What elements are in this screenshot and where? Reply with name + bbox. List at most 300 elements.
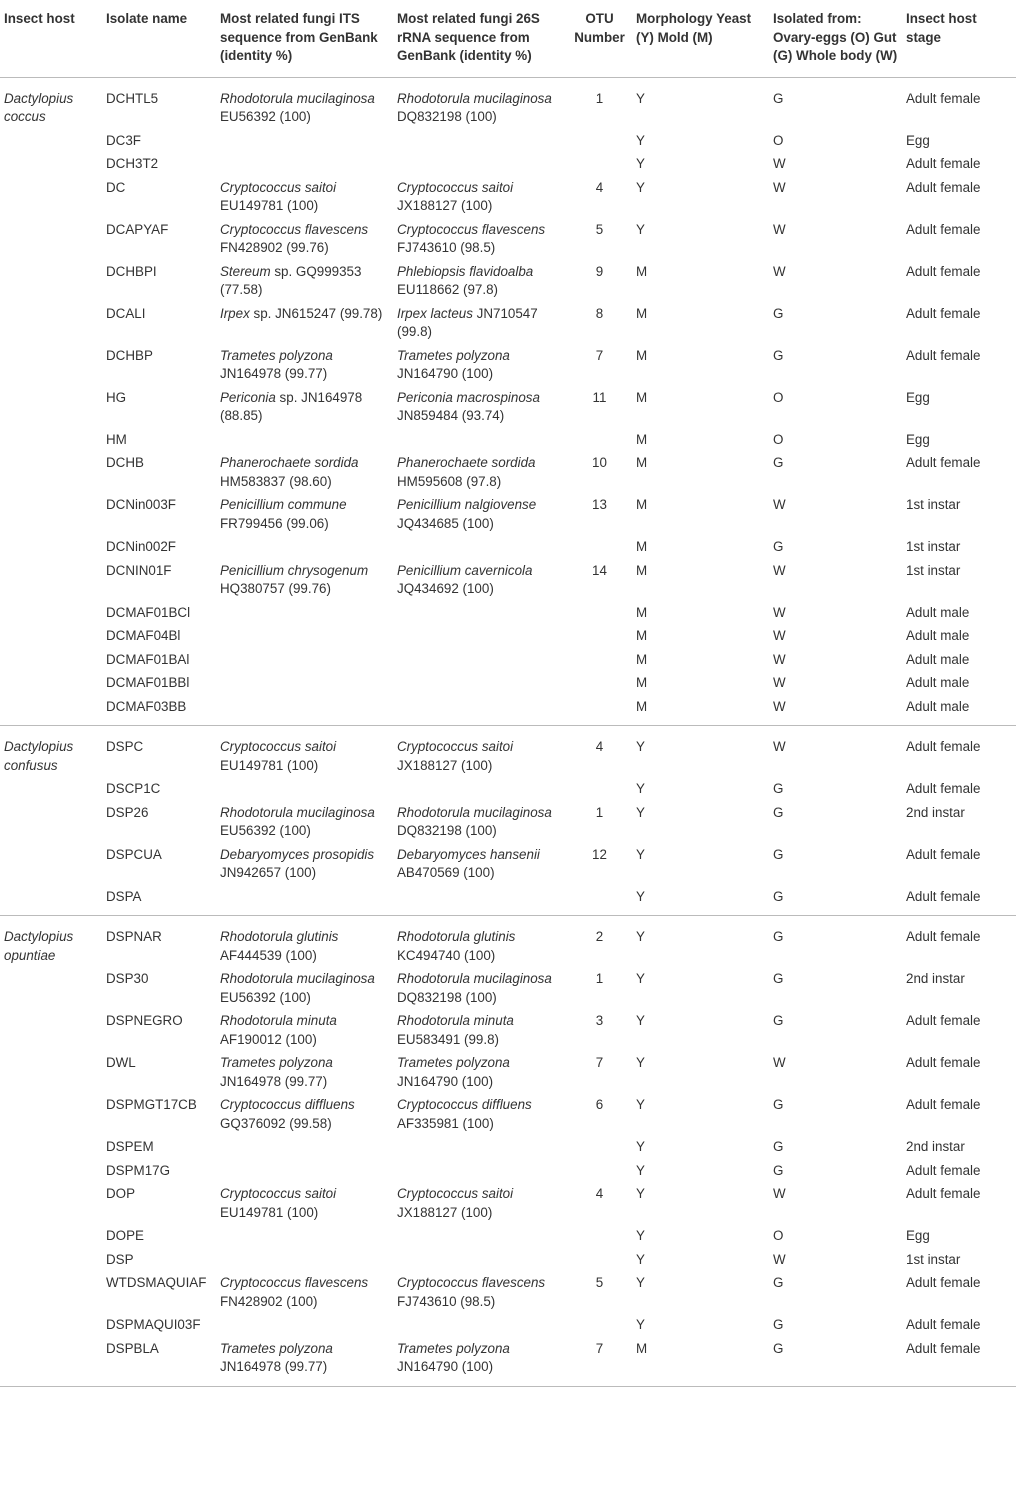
isolate-name-cell: HG <box>106 389 127 405</box>
its-accession: JN942657 (100) <box>220 865 317 880</box>
isolated-from-cell: G <box>773 971 784 986</box>
isolate-name-cell: DSP26 <box>106 804 149 820</box>
26s-sequence-cell <box>393 778 567 802</box>
insect-host-cell <box>0 176 102 218</box>
otu-number-cell <box>567 428 632 452</box>
insect-host-cell <box>0 77 102 129</box>
insect-host-stage-cell: Egg <box>906 389 930 405</box>
26s-species: Trametes polyzona <box>397 1340 510 1356</box>
26s-accession: JX188127 (100) <box>397 1204 493 1220</box>
table-row <box>0 1225 1016 1249</box>
its-sequence-cell <box>216 648 393 672</box>
table-row <box>0 726 1016 778</box>
insect-host-stage-cell: Adult female <box>906 1275 981 1290</box>
26s-sequence-cell <box>393 386 567 428</box>
otu-number-cell: 9 <box>595 263 604 279</box>
isolated-from-cell: O <box>773 1228 784 1243</box>
26s-sequence-cell <box>393 1010 567 1052</box>
26s-sequence-cell <box>393 601 567 625</box>
26s-sequence-cell <box>393 260 567 302</box>
morphology-cell: M <box>636 263 648 279</box>
otu-number-cell <box>567 1136 632 1160</box>
insect-host-stage-cell: 2nd instar <box>906 971 965 986</box>
table-row <box>0 559 1016 601</box>
isolated-from-cell: G <box>773 539 784 554</box>
isolated-from-cell: G <box>773 1097 784 1112</box>
26s-sequence-cell <box>393 176 567 218</box>
26s-sequence-cell <box>393 1183 567 1225</box>
insect-host-cell <box>0 153 102 177</box>
insect-host-cell <box>0 218 102 260</box>
isolate-name-cell: DCMAF01BAl <box>106 651 190 667</box>
insect-host-cell <box>0 1248 102 1272</box>
isolate-name-cell: DSPM17G <box>106 1162 170 1178</box>
its-species: Cryptococcus saitoi <box>220 739 337 754</box>
26s-species: Penicillium cavernicola <box>397 562 533 578</box>
insect-host-stage-cell: Adult female <box>906 305 981 321</box>
26s-sequence-cell <box>393 726 567 778</box>
26s-accession: JQ434692 (100) <box>397 581 494 596</box>
its-sequence-cell <box>216 559 393 601</box>
26s-species: Rhodotorula glutinis <box>397 929 516 944</box>
26s-accession: EU118662 (97.8) <box>397 282 498 297</box>
26s-sequence-cell <box>393 916 567 968</box>
isolate-name-cell: DCHBP <box>106 347 153 363</box>
isolated-from-cell: G <box>773 1162 784 1178</box>
its-species: Rhodotorula mucilaginosa <box>220 971 375 986</box>
insect-host-stage-cell: Adult female <box>906 156 981 171</box>
table-header <box>0 0 1016 77</box>
26s-accession: JN859484 (93.74) <box>397 408 505 423</box>
table-row <box>0 536 1016 560</box>
insect-host-stage-cell: 1st instar <box>906 497 961 512</box>
26s-species: Cryptococcus saitoi <box>397 179 514 195</box>
isolated-from-cell: G <box>773 846 784 862</box>
otu-number-cell: 7 <box>595 1055 604 1070</box>
its-sequence-cell <box>216 1052 393 1094</box>
table-row <box>0 885 1016 916</box>
isolate-name-cell: DWL <box>106 1055 136 1070</box>
morphology-cell: Y <box>636 781 645 796</box>
isolated-from-cell: G <box>773 305 784 321</box>
26s-sequence-cell <box>393 1225 567 1249</box>
morphology-cell: M <box>636 698 648 714</box>
otu-number-cell: 11 <box>592 389 607 405</box>
insect-host-cell <box>0 344 102 386</box>
insect-host-stage-cell: Adult female <box>906 179 981 195</box>
its-sequence-cell <box>216 153 393 177</box>
otu-number-cell: 7 <box>595 1340 604 1356</box>
isolated-from-cell: W <box>773 604 786 620</box>
its-accession: JN164978 (99.77) <box>220 366 328 381</box>
isolated-from-cell: W <box>773 651 786 667</box>
26s-sequence-cell <box>393 344 567 386</box>
26s-sequence-cell <box>393 559 567 601</box>
its-sequence-cell <box>216 778 393 802</box>
morphology-cell: Y <box>636 1251 645 1267</box>
its-accession: sp. GQ999353 (77.58) <box>220 263 362 297</box>
isolated-from-cell: W <box>773 562 786 578</box>
otu-number-cell: 1 <box>595 90 604 106</box>
insect-host-cell <box>0 494 102 536</box>
insect-host-stage-cell: Adult female <box>906 1340 981 1356</box>
its-sequence-cell <box>216 885 393 916</box>
morphology-cell: M <box>636 562 648 578</box>
insect-host-cell <box>0 1225 102 1249</box>
isolated-from-cell: G <box>773 1275 784 1290</box>
insect-host-stage-cell: Adult female <box>906 888 981 904</box>
insect-host-cell <box>0 601 102 625</box>
26s-species: Debaryomyces hansenii <box>397 846 540 862</box>
isolate-name-cell: DSPA <box>106 888 142 904</box>
table-row <box>0 302 1016 344</box>
its-accession: FN428902 (99.76) <box>220 240 329 255</box>
table-row <box>0 428 1016 452</box>
isolate-name-cell: DSPCUA <box>106 846 162 862</box>
insect-host-stage-cell: Egg <box>906 431 930 447</box>
26s-sequence-cell <box>393 1314 567 1338</box>
insect-host-cell <box>0 1314 102 1338</box>
insect-host-stage-cell: Adult female <box>906 221 981 237</box>
insect-host-stage-cell: Adult female <box>906 846 981 862</box>
its-sequence-cell <box>216 1225 393 1249</box>
host-group <box>0 726 1016 916</box>
26s-species: Trametes polyzona <box>397 1055 510 1070</box>
26s-species: Cryptococcus flavescens <box>397 221 546 237</box>
26s-species: Cryptococcus saitoi <box>397 1186 514 1201</box>
isolate-name-cell: DSCP1C <box>106 781 161 796</box>
its-sequence-cell <box>216 625 393 649</box>
insect-host-cell <box>0 129 102 153</box>
isolated-from-cell: W <box>773 739 786 754</box>
its-sequence-cell <box>216 129 393 153</box>
its-sequence-cell <box>216 536 393 560</box>
otu-number-cell: 8 <box>595 305 604 321</box>
otu-number-cell <box>567 648 632 672</box>
table-row <box>0 1159 1016 1183</box>
otu-number-cell: 10 <box>592 455 607 470</box>
its-accession: AF190012 (100) <box>220 1031 317 1047</box>
26s-accession: JX188127 (100) <box>397 198 493 213</box>
its-accession: GQ376092 (99.58) <box>220 1115 332 1131</box>
its-sequence-cell <box>216 916 393 968</box>
its-species: Penicillium chrysogenum <box>220 562 369 578</box>
morphology-cell: Y <box>636 1162 645 1178</box>
otu-number-cell: 1 <box>595 804 604 820</box>
26s-sequence-cell <box>393 1094 567 1136</box>
26s-accession: AF335981 (100) <box>397 1115 494 1131</box>
its-species: Cryptococcus flavescens <box>220 221 369 237</box>
morphology-cell: Y <box>636 1013 645 1028</box>
its-accession: EU56392 (100) <box>220 109 311 124</box>
table-row <box>0 843 1016 885</box>
isolated-from-cell: G <box>773 90 784 106</box>
insect-host-stage-cell: Adult female <box>906 929 981 944</box>
insect-host-stage-cell: 1st instar <box>906 562 961 578</box>
morphology-cell: Y <box>636 929 645 944</box>
morphology-cell: M <box>636 651 648 667</box>
isolate-name-cell: DCNIN01F <box>106 562 172 578</box>
isolated-from-cell: W <box>773 675 786 690</box>
its-sequence-cell <box>216 672 393 696</box>
isolated-from-cell: W <box>773 628 786 643</box>
header-row <box>0 0 1016 77</box>
its-sequence-cell <box>216 77 393 129</box>
26s-accession: EU583491 (99.8) <box>397 1031 499 1047</box>
table-row <box>0 1052 1016 1094</box>
26s-sequence-cell <box>393 672 567 696</box>
insect-host-cell <box>0 778 102 802</box>
26s-sequence-cell <box>393 1272 567 1314</box>
its-accession: HM583837 (98.60) <box>220 473 332 489</box>
its-sequence-cell <box>216 452 393 494</box>
otu-number-cell <box>567 601 632 625</box>
otu-number-cell <box>567 625 632 649</box>
insect-host-cell <box>0 1136 102 1160</box>
26s-sequence-cell <box>393 218 567 260</box>
morphology-cell: Y <box>636 888 645 904</box>
insect-host-cell <box>0 1052 102 1094</box>
morphology-cell: M <box>636 431 648 447</box>
otu-number-cell <box>567 1314 632 1338</box>
its-sequence-cell <box>216 176 393 218</box>
26s-sequence-cell <box>393 1052 567 1094</box>
host-group <box>0 916 1016 1387</box>
table-row <box>0 344 1016 386</box>
isolated-from-cell: O <box>773 389 784 405</box>
26s-accession: DQ832198 (100) <box>397 109 497 124</box>
insect-host-stage-cell: Adult female <box>906 1186 981 1201</box>
its-sequence-cell <box>216 494 393 536</box>
26s-species: Phlebiopsis flavidoalba <box>397 263 534 279</box>
insect-host-name: Dactylopius opuntiae <box>4 929 74 963</box>
header-morphology: Morphology Yeast (Y) Mold (M) <box>632 0 769 77</box>
its-sequence-cell <box>216 386 393 428</box>
26s-accession: AB470569 (100) <box>397 865 495 880</box>
insect-host-stage-cell: Adult female <box>906 739 981 754</box>
isolate-name-cell: DCAPYAF <box>106 221 169 237</box>
26s-sequence-cell <box>393 625 567 649</box>
its-sequence-cell <box>216 1248 393 1272</box>
insect-host-stage-cell: Adult female <box>906 455 981 470</box>
26s-accession: JX188127 (100) <box>397 757 493 773</box>
isolate-name-cell: DSPMGT17CB <box>106 1097 197 1112</box>
26s-accession: HM595608 (97.8) <box>397 473 502 489</box>
isolated-from-cell: W <box>773 698 786 714</box>
table-row <box>0 625 1016 649</box>
morphology-cell: M <box>636 604 648 620</box>
isolated-from-cell: G <box>773 888 784 904</box>
26s-species: Cryptococcus flavescens <box>397 1275 546 1290</box>
its-accession: EU149781 (100) <box>220 1204 319 1220</box>
table-row <box>0 260 1016 302</box>
morphology-cell: Y <box>636 739 645 754</box>
isolate-name-cell: DCMAF01BCl <box>106 604 191 620</box>
table-row <box>0 218 1016 260</box>
its-species: Cryptococcus saitoi <box>220 1186 337 1201</box>
otu-number-cell: 6 <box>595 1097 604 1112</box>
its-species: Rhodotorula mucilaginosa <box>220 804 375 820</box>
its-species: Rhodotorula glutinis <box>220 929 339 944</box>
26s-accession: DQ832198 (100) <box>397 989 497 1005</box>
its-species: Trametes polyzona <box>220 1340 333 1356</box>
table-row <box>0 129 1016 153</box>
insect-host-cell <box>0 452 102 494</box>
table-row <box>0 916 1016 968</box>
isolated-from-cell: W <box>773 263 786 279</box>
insect-host-name: Dactylopius confusus <box>4 739 74 773</box>
morphology-cell: Y <box>636 132 645 148</box>
26s-sequence-cell <box>393 428 567 452</box>
26s-sequence-cell <box>393 1136 567 1160</box>
26s-sequence-cell <box>393 885 567 916</box>
isolated-from-cell: G <box>773 1340 784 1356</box>
insect-host-name: Dactylopius coccus <box>4 90 74 124</box>
otu-number-cell <box>567 1159 632 1183</box>
insect-host-cell <box>0 916 102 968</box>
otu-number-cell: 1 <box>595 971 604 986</box>
its-accession: EU56392 (100) <box>220 823 311 838</box>
morphology-cell: M <box>636 628 648 643</box>
otu-number-cell <box>567 695 632 726</box>
26s-accession: JQ434685 (100) <box>397 515 494 531</box>
insect-host-stage-cell: 1st instar <box>906 539 961 554</box>
26s-sequence-cell <box>393 452 567 494</box>
table-row <box>0 1314 1016 1338</box>
26s-accession: JN164790 (100) <box>397 1073 494 1089</box>
table-row <box>0 672 1016 696</box>
26s-species: Periconia macrospinosa <box>397 389 540 405</box>
isolate-name-cell: DCHBPI <box>106 263 157 279</box>
isolate-name-cell: DSPBLA <box>106 1340 159 1356</box>
insect-host-stage-cell: Adult male <box>906 698 970 714</box>
isolate-name-cell: DSPMAQUI03F <box>106 1317 201 1332</box>
its-accession: JN164978 (99.77) <box>220 1073 328 1089</box>
otu-number-cell <box>567 536 632 560</box>
isolate-name-cell: DCNin003F <box>106 497 176 512</box>
its-sequence-cell <box>216 1183 393 1225</box>
morphology-cell: M <box>636 539 648 554</box>
insect-host-stage-cell: Adult male <box>906 628 970 643</box>
its-species: Debaryomyces prosopidis <box>220 846 375 862</box>
26s-sequence-cell <box>393 536 567 560</box>
its-accession: EU56392 (100) <box>220 989 311 1005</box>
26s-accession: JN710547 (99.8) <box>397 305 538 339</box>
otu-number-cell <box>567 1225 632 1249</box>
morphology-cell: Y <box>636 1055 645 1070</box>
its-accession: sp. JN615247 (99.78) <box>249 305 383 321</box>
its-accession: FR799456 (99.06) <box>220 515 329 531</box>
insect-host-stage-cell: Adult female <box>906 1055 981 1070</box>
insect-host-cell <box>0 648 102 672</box>
isolate-name-cell: DCMAF04Bl <box>106 628 181 643</box>
its-sequence-cell <box>216 695 393 726</box>
isolate-name-cell: DSPNAR <box>106 929 162 944</box>
insect-host-cell <box>0 1272 102 1314</box>
isolated-from-cell: W <box>773 1055 786 1070</box>
insect-host-cell <box>0 1183 102 1225</box>
isolate-name-cell: HM <box>106 431 127 447</box>
morphology-cell: Y <box>636 1228 645 1243</box>
table-row <box>0 1248 1016 1272</box>
insect-host-cell <box>0 260 102 302</box>
isolate-name-cell: WTDSMAQUIAF <box>106 1275 207 1290</box>
insect-host-stage-cell: Adult male <box>906 675 970 690</box>
its-species: Rhodotorula minuta <box>220 1013 337 1028</box>
otu-number-cell: 5 <box>595 221 604 237</box>
table-row <box>0 1010 1016 1052</box>
its-sequence-cell <box>216 1136 393 1160</box>
isolated-from-cell: G <box>773 455 784 470</box>
table-row <box>0 648 1016 672</box>
26s-species: Rhodotorula mucilaginosa <box>397 971 552 986</box>
26s-accession: JN164790 (100) <box>397 366 494 381</box>
table-row <box>0 1094 1016 1136</box>
isolated-from-cell: G <box>773 781 784 796</box>
its-species: Cryptococcus flavescens <box>220 1275 369 1290</box>
26s-species: Irpex lacteus <box>397 305 473 321</box>
its-sequence-cell <box>216 1337 393 1386</box>
morphology-cell: Y <box>636 1139 645 1154</box>
its-species: Irpex <box>220 305 250 321</box>
26s-species: Phanerochaete sordida <box>397 455 536 470</box>
its-sequence-cell <box>216 1314 393 1338</box>
table-row <box>0 968 1016 1010</box>
26s-species: Penicillium nalgiovense <box>397 497 537 512</box>
insect-host-stage-cell: Adult female <box>906 1317 981 1332</box>
isolated-from-cell: G <box>773 804 784 820</box>
table-row <box>0 452 1016 494</box>
morphology-cell: Y <box>636 90 645 106</box>
its-species: Stereum <box>220 263 271 279</box>
insect-host-cell <box>0 672 102 696</box>
26s-accession: DQ832198 (100) <box>397 823 497 838</box>
otu-number-cell: 13 <box>592 497 607 512</box>
insect-host-cell <box>0 625 102 649</box>
its-sequence-cell <box>216 428 393 452</box>
header-its-sequence: Most related fungi ITS sequence from GenBank (identity %) <box>216 0 393 77</box>
otu-number-cell <box>567 1248 632 1272</box>
26s-species: Cryptococcus saitoi <box>397 739 514 754</box>
otu-number-cell <box>567 153 632 177</box>
otu-number-cell: 2 <box>595 929 604 944</box>
insect-host-cell <box>0 726 102 778</box>
insect-host-stage-cell: 1st instar <box>906 1251 961 1267</box>
isolated-from-cell: G <box>773 347 784 363</box>
insect-host-stage-cell: Adult female <box>906 347 981 363</box>
26s-sequence-cell <box>393 968 567 1010</box>
isolated-from-cell: O <box>773 132 784 148</box>
morphology-cell: M <box>636 305 648 321</box>
morphology-cell: Y <box>636 1275 645 1290</box>
its-species: Penicillium commune <box>220 497 347 512</box>
table-row <box>0 1136 1016 1160</box>
its-sequence-cell <box>216 260 393 302</box>
table-row <box>0 695 1016 726</box>
26s-sequence-cell <box>393 129 567 153</box>
26s-sequence-cell <box>393 1337 567 1386</box>
isolated-from-cell: W <box>773 221 786 237</box>
table-row <box>0 601 1016 625</box>
isolate-name-cell: DCMAF03BB <box>106 698 187 714</box>
insect-host-cell <box>0 843 102 885</box>
its-sequence-cell <box>216 968 393 1010</box>
isolate-name-cell: DSPNEGRO <box>106 1013 183 1028</box>
header-isolated-from: Isolated from: Ovary-eggs (O) Gut (G) Whole body (W) <box>769 0 902 77</box>
insect-host-cell <box>0 968 102 1010</box>
26s-sequence-cell <box>393 77 567 129</box>
insect-host-stage-cell: Egg <box>906 1228 930 1243</box>
